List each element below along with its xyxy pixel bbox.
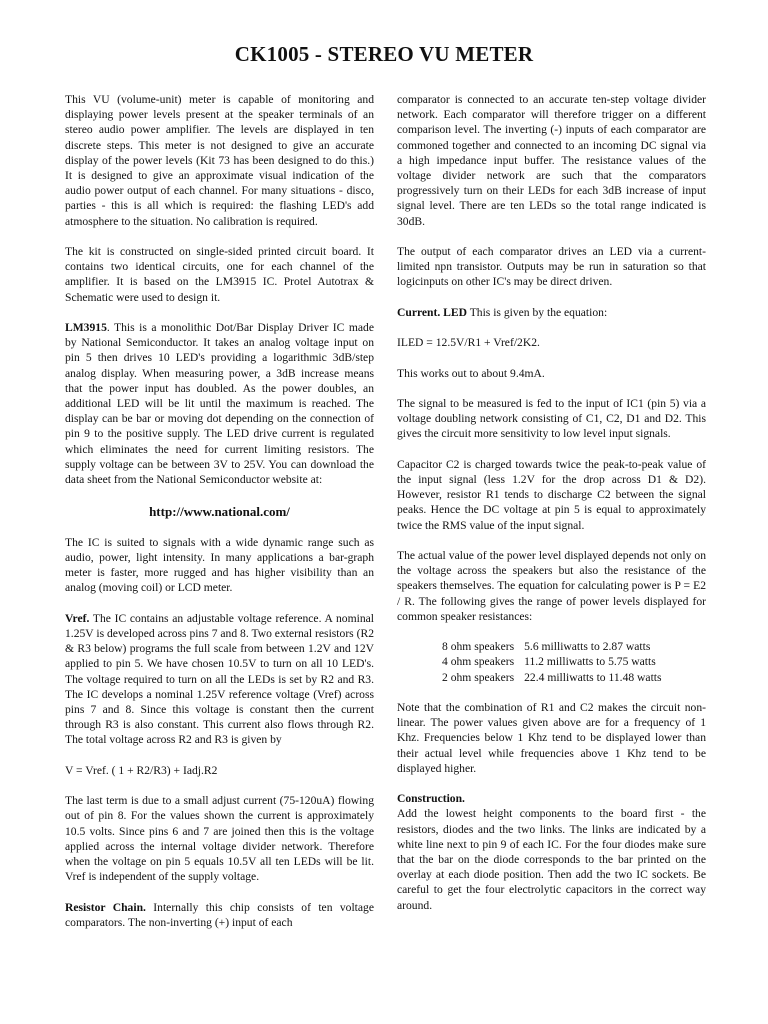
vref-heading: Vref.: [65, 611, 90, 625]
capacitor-paragraph: Capacitor C2 is charged towards twice the peak-to-peak value of the input signal (less 1.2V for the drop across D1 & D2). However, resistor R1 tends to discharge C2 between the signal peaks. Hence the DC voltage at pin 5 is equal to approximately twice the RMS value of the input signal.: [397, 457, 706, 532]
iled-equation: ILED = 12.5V/R1 + Vref/2K2.: [397, 336, 540, 350]
intro-paragraph: This VU (volume-unit) meter is capable of monitoring and displaying power levels present at the speaker terminals of an stereo audio power amplifier. The levels are displayed in ten discrete steps. This meter is not designed to give an accurate display of the power levels (Kit 73 has been designed to do this.) It is designed to give an approximate visual indication of the audio power output of each channel. For many situations - disco, parties - this is all which is required: the flashing LED's add atmosphere to the situation. No calibration is required.: [65, 93, 374, 228]
current-led-text: This is given by the equation:: [467, 305, 608, 319]
construction-overview-paragraph: The kit is constructed on single-sided printed circuit board. It contains two identical circuits, one for each channel of the amplifier. It is based on the LM3915 IC. Protel Autotrax & Schematic were used to design it.: [65, 245, 374, 304]
right-column: [397, 92, 706, 928]
power-range: 22.4 milliwatts to 11.48 watts: [524, 670, 662, 684]
speaker-power-table: [442, 639, 662, 685]
lm3915-heading: LM3915: [65, 321, 107, 335]
lm3915-text: . This is a monolithic Dot/Bar Display Driver IC made by National Semiconductor. It takes an analog voltage input on pin 5 then drives 10 LED's providing a logarithmic 3dB/step analog display. When measuring power, a 3dB increase means that the power input has doubled. As the power doubles, an additional LED will be lit until the maximum is reached. The display can be bar or moving dot depending on the connection of pin 9 to the positive supply. The LED drive current is regulated which eliminates the need for current limiting resistors. The supply voltage can be between 3V to 25V. You can download the data sheet from the National Semiconductor website at:: [65, 321, 374, 487]
page-title: CK1005 - STEREO VU METER: [234, 42, 534, 66]
vref-text: The IC contains an adjustable voltage reference. A nominal 1.25V is developed across pins 7 and 8. Two external resistors (R2 & R3 below) programs the full scale from between 1.2V and 12V applied to pin 5. We have chosen 10.5V to turn on all 10 LED's. The voltage required to turn on all the LEDs is set by R2 and R3. The IC develops a nominal 1.25V reference voltage (Vref) across pins 7 and 8. Since this voltage is constant then the current through R3 is also constant. This current also flows through R2. The total voltage across R2 and R3 is given by: [65, 611, 374, 747]
current-result-paragraph: This works out to about 9.4mA.: [397, 366, 545, 380]
construction-paragraph: Add the lowest height components to the board first - the resistors, diodes and the two links. The links are indicated by a white line next to pin 9 of each IC. For the four diodes make sure that the bar on the diode corresponds to the bar printed on the overlay at each diode position. Then add the two IC sockets. Be careful to get the four electrolytic capacitors in the correct way around.: [397, 807, 706, 912]
resistor-chain-paragraph: [65, 900, 374, 930]
table-row: [442, 654, 662, 669]
current-led-heading: Current. LED: [397, 305, 467, 319]
speaker-load: 4 ohm speakers: [442, 655, 515, 669]
resistor-chain-text: Internally this chip consists of ten voltage comparators. The non-inverting (+) input of each: [65, 900, 374, 929]
construction-heading-line: [397, 791, 706, 806]
signal-input-paragraph: The signal to be measured is fed to the input of IC1 (pin 5) via a voltage doubling network consisting of C1, C2, D1 and D2. This gives the circuit more sensitivity to low level input signals.: [397, 396, 706, 441]
speaker-load: 2 ohm speakers: [442, 670, 515, 684]
table-row: [442, 639, 662, 654]
comparator-output-paragraph: The output of each comparator drives an LED via a current-limited npn transistor. Outputs may be run in saturation so that logicinputs on other IC's may be direct driven.: [397, 245, 706, 289]
power-range: 11.2 milliwatts to 5.75 watts: [524, 655, 656, 669]
lm3915-paragraph: [65, 320, 374, 487]
nonlinear-note-paragraph: Note that the combination of R1 and C2 makes the circuit non-linear. The power values given above are for a frequency of 1 Khz. Frequencies below 1 Khz tend to be displayed lower than their actual level while frequencies above 1 Khz tend to be displayed higher.: [397, 700, 706, 775]
table-row: [442, 670, 662, 685]
vref-paragraph: [65, 611, 374, 748]
left-column: [65, 92, 374, 945]
resistor-chain-heading: Resistor Chain.: [65, 900, 146, 914]
voltage-equation: V = Vref. ( 1 + R2/R3) + Iadj.R2: [65, 763, 218, 777]
adjust-current-paragraph: The last term is due to a small adjust current (75-120uA) flowing out of pin 8. For the values shown the current is approximately 10.5 volts. Since pins 6 and 7 are joined then this is the voltage applied across the internal voltage divider network. Therefore when the voltage on pin 5 equals 10.5V all ten LEDs will be lit. Vref is independent of the supply voltage.: [65, 794, 374, 884]
national-url-link[interactable]: http://www.national.com/: [149, 504, 290, 520]
current-led-paragraph: [397, 305, 706, 320]
power-range: 5.6 milliwatts to 2.87 watts: [524, 640, 651, 654]
power-level-paragraph: The actual value of the power level displayed depends not only on the voltage across the speakers but also the resistance of the speakers themselves. The equation for calculating power is P = E2 / R. The following gives the range of power levels displayed for common speaker resistances:: [397, 548, 706, 623]
ic-suitability-paragraph: The IC is suited to signals with a wide dynamic range such as audio, power, light intensity. In many applications a bar-graph meter is faster, more rugged and has higher visibility than an analog (moving coil) or LCD meter.: [65, 535, 374, 595]
comparator-paragraph: comparator is connected to an accurate ten-step voltage divider network. Each comparator will therefore trigger on a different comparison level. The inverting (-) inputs of each comparator are commoned together and connected to an incoming DC signal via a high impedance input buffer. The resistance values of the voltage divider network are such that the comparators progressively turn on their LEDs for each 3dB increase of input signal level. There are ten LEDs so the total range indicated is 30dB.: [397, 93, 706, 228]
speaker-load: 8 ohm speakers: [442, 640, 515, 654]
construction-heading: Construction.: [397, 792, 465, 806]
